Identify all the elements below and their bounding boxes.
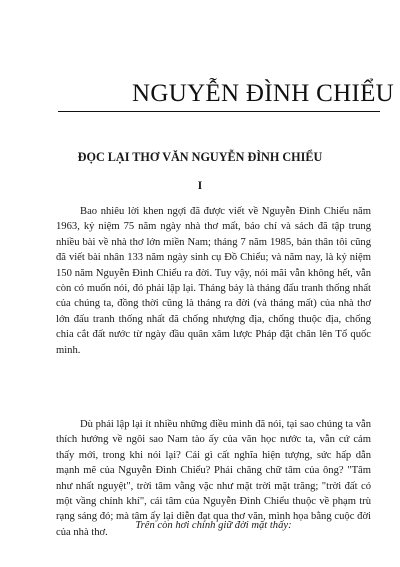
chapter-header-title: NGUYỄN ĐÌNH CHIỂU [132,80,395,107]
body-paragraph-3 [56,518,371,533]
italic-lead-line: Trên còn hơi chính giữ đời mặt thấy: [135,520,292,531]
paragraph-text: Bao nhiêu lời khen ngợi đã được viết về Nguyễn Đình Chiểu năm 1963, kỷ niệm 75 năm ngày nhà thơ mất, báo chí và sách đã tập trung nhiều bài về nhà thơ lớn miền Nam; tháng 7 năm 1985, bản thân tôi cũng đã viết bài nhân 133 năm ngày sinh cụ Đồ Chiểu; và năm nay, là kỷ niệm 150 năm Nguyễn Đình Chiểu ra đời. Tuy vậy, nói mãi vẫn không hết, vẫn còn có muốn nói, đó phải lập lại. Tháng bảy là tháng đấu tranh thống nhất của chúng ta, đồng thời cũng là tháng ra đời (và tháng mất) của nhà thơ lớn đấu tranh thống nhất đã chống nhượng địa, chống thuộc địa, chống chia cắt đất nước từ ngày đầu quân xâm lược Pháp đặt chân lên Tổ quốc mình. [56,206,371,356]
header-divider [58,111,380,112]
paragraph-text: Dù phải lập lại ít nhiều những điều mình đã nói, tại sao chúng ta vẫn thích hướng về ngôi sao Nam tào ấy của văn học nước ta, vẫn cứ cảm thấy mới, trong khi nói lại? Cái gì cất nghĩa hiện tượng, sức hấp dẫn mạnh mẽ của Nguyễn Đình Chiểu? Phải chăng chữ tâm của ông? "Tâm như nhất nguyệt", trời tâm vằng vặc như mặt trời mặt trăng; "trời đất có một vầng chính khí", cái tâm của Nguyễn Đình Chiểu thuộc về phạm trù rạng sáng đó; mà tâm ấy lại diễn đạt qua thơ văn, mình họa bằng cuộc đời của nhà thơ. [56,419,371,538]
section-number: I [197,178,203,192]
section-title: ĐỌC LẠI THƠ VĂN NGUYỄN ĐÌNH CHIỂU [77,150,323,164]
body-paragraph-1 [56,204,371,358]
